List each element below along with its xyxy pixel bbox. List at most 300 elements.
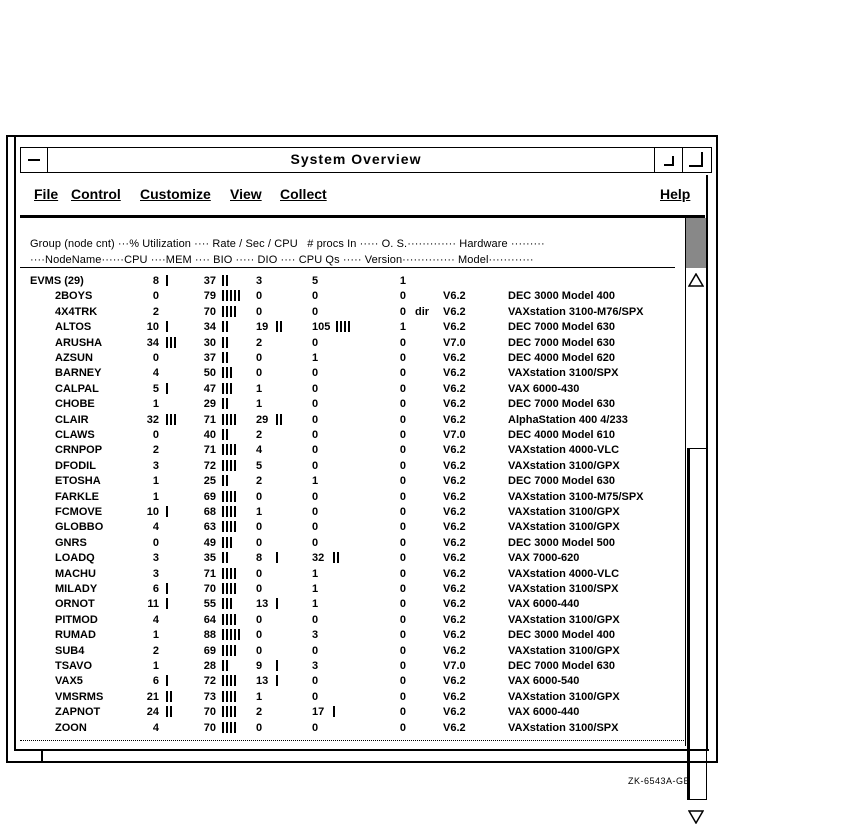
cpu-queue-value: 1 bbox=[399, 275, 406, 287]
mem-value: 88 bbox=[203, 629, 216, 642]
bio-value: 0 bbox=[256, 644, 263, 657]
window-frame bbox=[6, 761, 718, 763]
cpu-queue-value: 0 bbox=[399, 613, 406, 626]
hardware-model: DEC 3000 Model 400 bbox=[508, 290, 615, 303]
node-name: AZSUN bbox=[55, 352, 93, 364]
node-name: PITMOD bbox=[55, 613, 98, 626]
node-name: BARNEY bbox=[55, 367, 102, 380]
node-name: CALPAL bbox=[55, 382, 99, 395]
hardware-model: DEC 3000 Model 400 bbox=[508, 629, 615, 642]
hardware-model: DEC 7000 Model 630 bbox=[508, 336, 615, 349]
cpu-value: 8 bbox=[152, 275, 159, 287]
cpu-value: 0 bbox=[152, 352, 159, 364]
column-headers bbox=[20, 218, 684, 268]
bio-value: 0 bbox=[256, 536, 263, 549]
os-version: V6.2 bbox=[443, 567, 466, 580]
mem-bar bbox=[222, 290, 240, 301]
cpu-value: 11 bbox=[147, 598, 159, 611]
cpu-value: 6 bbox=[152, 583, 159, 595]
cpu-queue-value: 0 bbox=[399, 290, 406, 303]
table-row[interactable] bbox=[20, 506, 684, 521]
table-row[interactable] bbox=[20, 306, 684, 321]
mem-value: 71 bbox=[203, 567, 216, 580]
cpu-value: 2 bbox=[152, 444, 159, 457]
cpu-queue-value: 0 bbox=[399, 429, 406, 441]
mem-bar bbox=[222, 614, 236, 625]
dio-value: 0 bbox=[312, 521, 319, 534]
table-row[interactable] bbox=[20, 475, 684, 490]
cpu-queue-value: 0 bbox=[399, 660, 406, 672]
hardware-model: VAX 6000-440 bbox=[508, 706, 580, 719]
window-menu-icon bbox=[28, 159, 40, 161]
os-version: V6.2 bbox=[443, 459, 466, 472]
bio-value: 0 bbox=[256, 352, 263, 364]
table-row[interactable] bbox=[20, 706, 684, 721]
dio-value: 0 bbox=[312, 613, 319, 626]
hardware-model: VAXstation 3100/GPX bbox=[508, 506, 620, 518]
cpu-queue-value: 0 bbox=[399, 459, 406, 472]
dio-value: 0 bbox=[312, 536, 319, 549]
cpu-bar bbox=[166, 383, 168, 394]
table-row[interactable] bbox=[20, 583, 684, 598]
table-row[interactable] bbox=[20, 337, 684, 352]
cpu-queue-value: 0 bbox=[399, 475, 406, 488]
mem-bar bbox=[222, 675, 236, 686]
node-name: RUMAD bbox=[55, 629, 96, 642]
mem-value: 71 bbox=[203, 413, 216, 426]
bio-value: 0 bbox=[256, 613, 263, 626]
table-row[interactable] bbox=[20, 398, 684, 413]
window-frame bbox=[14, 175, 16, 750]
node-name: TSAVO bbox=[55, 660, 93, 672]
bio-value: 8 bbox=[256, 552, 263, 565]
os-version: V6.2 bbox=[443, 675, 466, 688]
bio-bar bbox=[276, 598, 278, 609]
node-name: GNRS bbox=[55, 536, 87, 549]
table-row[interactable] bbox=[20, 290, 684, 305]
cpu-queue-value: 0 bbox=[399, 706, 406, 719]
hardware-model: VAXstation 3100-M76/SPX bbox=[508, 305, 644, 318]
bio-value: 0 bbox=[256, 367, 263, 380]
bio-value: 0 bbox=[256, 290, 263, 303]
header-line-2: ····NodeName······CPU ····MEM ···· BIO ····· DIO ···· CPU Qs ····· Version·············· Model············ bbox=[30, 254, 534, 266]
bio-value: 0 bbox=[256, 521, 263, 534]
hardware-model: DEC 7000 Model 630 bbox=[508, 475, 615, 488]
mem-value: 29 bbox=[203, 398, 216, 411]
bio-value: 9 bbox=[256, 660, 263, 672]
cpu-queue-value: 0 bbox=[399, 644, 406, 657]
bio-value: 0 bbox=[256, 583, 263, 595]
dio-value: 1 bbox=[312, 352, 319, 364]
maximize-button[interactable] bbox=[682, 148, 711, 172]
list-bottom-divider bbox=[20, 740, 684, 741]
hardware-model: VAXstation 3100/GPX bbox=[508, 459, 620, 472]
os-version: V6.2 bbox=[443, 598, 466, 611]
menu-customize[interactable]: Customize bbox=[140, 186, 211, 202]
cpu-bar bbox=[166, 321, 168, 332]
cpu-value: 4 bbox=[152, 721, 159, 734]
hardware-model: VAXstation 3100/GPX bbox=[508, 521, 620, 534]
window-menu-button[interactable] bbox=[21, 148, 48, 172]
cpu-value: 1 bbox=[152, 475, 159, 488]
hardware-model: VAXstation 3100/SPX bbox=[508, 583, 619, 595]
mem-value: 50 bbox=[203, 367, 216, 380]
node-name: VAX5 bbox=[55, 675, 83, 688]
table-row[interactable] bbox=[20, 491, 684, 506]
mem-bar bbox=[222, 398, 228, 409]
cpu-bar bbox=[166, 583, 168, 594]
mem-bar bbox=[222, 583, 236, 594]
dio-value: 1 bbox=[312, 475, 319, 488]
table-row[interactable] bbox=[20, 352, 684, 367]
bio-value: 0 bbox=[256, 721, 263, 734]
cpu-queue-value: 1 bbox=[399, 321, 406, 334]
table-row[interactable] bbox=[20, 645, 684, 660]
window-title: System Overview bbox=[290, 151, 422, 167]
window-frame bbox=[6, 135, 8, 763]
node-name: GLOBBO bbox=[55, 521, 104, 534]
mem-value: 55 bbox=[203, 598, 216, 611]
table-row[interactable] bbox=[20, 614, 684, 629]
table-row[interactable] bbox=[20, 460, 684, 475]
bio-value: 1 bbox=[256, 690, 263, 703]
table-row[interactable] bbox=[20, 444, 684, 459]
mem-bar bbox=[222, 645, 236, 656]
table-row[interactable] bbox=[20, 722, 684, 737]
cpu-value: 5 bbox=[152, 382, 159, 395]
figure-caption: ZK-6543A-GE bbox=[628, 776, 691, 786]
os-version: V6.2 bbox=[443, 706, 466, 719]
mem-bar bbox=[222, 706, 236, 717]
node-name: ZOON bbox=[55, 721, 87, 734]
mem-value: 37 bbox=[203, 275, 216, 287]
hardware-model: VAX 7000-620 bbox=[508, 552, 580, 565]
cpu-value: 0 bbox=[152, 429, 159, 441]
table-row[interactable] bbox=[20, 598, 684, 613]
menu-bar bbox=[20, 173, 705, 218]
mem-value: 68 bbox=[203, 506, 216, 518]
cpu-bar bbox=[166, 706, 172, 717]
mem-value: 35 bbox=[203, 552, 216, 565]
cpu-queue-value: 0 bbox=[399, 413, 406, 426]
node-name: MILADY bbox=[55, 583, 98, 595]
cpu-queue-value: 0 bbox=[399, 721, 406, 734]
mem-value: 71 bbox=[203, 444, 216, 457]
os-version: V7.0 bbox=[443, 660, 466, 672]
node-list[interactable] bbox=[20, 275, 684, 740]
node-name: MACHU bbox=[55, 567, 96, 580]
bio-bar bbox=[276, 675, 278, 686]
mem-bar bbox=[222, 722, 236, 733]
mem-bar bbox=[222, 275, 228, 286]
dio-value: 0 bbox=[312, 490, 319, 503]
node-name: ETOSHA bbox=[55, 475, 101, 488]
table-row[interactable] bbox=[20, 537, 684, 552]
cpu-queue-value: 0 bbox=[399, 583, 406, 595]
os-version: V6.2 bbox=[443, 367, 466, 380]
mem-bar bbox=[222, 537, 232, 548]
table-row[interactable] bbox=[20, 675, 684, 690]
node-name: ARUSHA bbox=[55, 336, 103, 349]
cpu-value: 4 bbox=[152, 521, 159, 534]
mem-value: 40 bbox=[203, 429, 216, 441]
cpu-bar bbox=[166, 414, 176, 425]
table-row[interactable] bbox=[20, 414, 684, 429]
bio-value: 5 bbox=[256, 459, 263, 472]
cpu-value: 10 bbox=[146, 506, 159, 518]
dio-value: 0 bbox=[312, 444, 319, 457]
mem-bar bbox=[222, 552, 228, 563]
minimize-button[interactable] bbox=[654, 148, 683, 172]
bio-value: 1 bbox=[256, 382, 263, 395]
mem-bar bbox=[222, 337, 228, 348]
os-version: V7.0 bbox=[443, 429, 466, 441]
os-version: V6.2 bbox=[443, 444, 466, 457]
dio-value: 3 bbox=[312, 629, 319, 642]
cpu-value: 3 bbox=[152, 552, 159, 565]
dio-value: 1 bbox=[312, 583, 319, 595]
bio-value: 1 bbox=[256, 398, 263, 411]
table-row[interactable] bbox=[20, 367, 684, 382]
cpu-value: 2 bbox=[152, 305, 159, 318]
dio-value: 0 bbox=[312, 398, 319, 411]
mem-bar bbox=[222, 367, 232, 378]
dio-value: 0 bbox=[312, 367, 319, 380]
table-row[interactable] bbox=[20, 568, 684, 583]
bio-value: 2 bbox=[256, 336, 263, 349]
dio-value: 0 bbox=[312, 336, 319, 349]
hardware-model: DEC 7000 Model 630 bbox=[508, 398, 615, 411]
table-row[interactable] bbox=[20, 521, 684, 536]
mem-value: 28 bbox=[203, 660, 216, 672]
dio-value: 0 bbox=[312, 675, 319, 688]
node-name: CLAIR bbox=[55, 413, 89, 426]
mem-value: 73 bbox=[203, 690, 216, 703]
cpu-value: 1 bbox=[152, 398, 159, 411]
cpu-queue-value: 0 bbox=[399, 336, 406, 349]
mem-value: 70 bbox=[203, 583, 216, 595]
node-name: DFODIL bbox=[55, 459, 96, 472]
node-name: EVMS (29) bbox=[30, 275, 84, 287]
cpu-value: 2 bbox=[152, 644, 159, 657]
group-row[interactable] bbox=[20, 275, 684, 290]
cpu-value: 0 bbox=[152, 536, 159, 549]
os-version: V6.2 bbox=[443, 398, 466, 411]
cpu-queue-value: 0 bbox=[399, 382, 406, 395]
cpu-queue-value: 0 bbox=[399, 398, 406, 411]
cpu-value: 6 bbox=[152, 675, 159, 688]
cpu-queue-value: 0 bbox=[399, 506, 406, 518]
table-row[interactable] bbox=[20, 552, 684, 567]
cpu-bar bbox=[166, 691, 172, 702]
mem-bar bbox=[222, 475, 228, 486]
cpu-value: 34 bbox=[146, 336, 159, 349]
dio-value: 0 bbox=[312, 506, 319, 518]
menu-file[interactable]: File bbox=[34, 186, 59, 202]
dio-value: 3 bbox=[312, 660, 319, 672]
cpu-value: 1 bbox=[152, 660, 159, 672]
cpu-queue-value: 0 bbox=[399, 521, 406, 534]
cpu-queue-value: 0 bbox=[399, 690, 406, 703]
bio-value: 1 bbox=[256, 506, 263, 518]
mem-value: 79 bbox=[203, 290, 216, 303]
table-row[interactable] bbox=[20, 383, 684, 398]
mem-bar bbox=[222, 691, 236, 702]
dio-value: 0 bbox=[312, 290, 319, 303]
mem-bar bbox=[222, 660, 228, 671]
window-frame bbox=[14, 135, 16, 175]
bio-bar bbox=[276, 321, 282, 332]
scroll-down-arrow-icon[interactable] bbox=[688, 810, 704, 824]
mem-value: 30 bbox=[203, 336, 216, 349]
scroll-up-arrow-icon[interactable] bbox=[688, 273, 704, 287]
mem-value: 70 bbox=[203, 706, 216, 719]
node-name: SUB4 bbox=[55, 644, 85, 657]
node-name: CHOBE bbox=[55, 398, 95, 411]
dio-bar bbox=[333, 552, 339, 563]
hardware-model: DEC 7000 Model 630 bbox=[508, 660, 615, 672]
cpu-value: 0 bbox=[152, 290, 159, 303]
cpu-value: 1 bbox=[152, 629, 159, 642]
mem-bar bbox=[222, 506, 236, 517]
cpu-queue-value: 0 bbox=[399, 598, 406, 611]
menu-collect[interactable]: Collect bbox=[280, 186, 327, 202]
cpu-value: 24 bbox=[146, 706, 159, 719]
bio-value: 2 bbox=[256, 706, 263, 719]
node-name: FARKLE bbox=[55, 490, 99, 503]
dio-bar bbox=[333, 706, 335, 717]
scroll-thumb[interactable] bbox=[687, 448, 707, 800]
node-name: ZAPNOT bbox=[55, 706, 101, 719]
window-frame bbox=[14, 749, 709, 751]
mem-bar bbox=[222, 306, 236, 317]
cpu-value: 4 bbox=[152, 613, 159, 626]
window-frame bbox=[41, 751, 43, 763]
table-row[interactable] bbox=[20, 429, 684, 444]
cpu-bar bbox=[166, 337, 176, 348]
os-version: V6.2 bbox=[443, 536, 466, 549]
menu-control[interactable]: Control bbox=[71, 186, 121, 202]
mem-value: 64 bbox=[203, 613, 216, 626]
dio-value: 1 bbox=[312, 567, 319, 580]
cpu-value: 3 bbox=[152, 459, 159, 472]
hardware-model: VAXstation 4000-VLC bbox=[508, 444, 620, 457]
cpu-queue-value: 0 bbox=[399, 352, 406, 364]
os-version: V6.2 bbox=[443, 290, 466, 303]
cpu-value: 4 bbox=[152, 367, 159, 380]
mem-value: 69 bbox=[203, 490, 216, 503]
mem-bar bbox=[222, 352, 228, 363]
node-name: 4X4TRK bbox=[55, 305, 98, 318]
hardware-model: AlphaStation 400 4/233 bbox=[508, 413, 628, 426]
hardware-model: VAXstation 3100-M75/SPX bbox=[508, 490, 644, 503]
dio-value: 105 bbox=[312, 321, 331, 334]
mem-bar bbox=[222, 321, 228, 332]
mem-bar bbox=[222, 414, 236, 425]
maximize-icon bbox=[689, 152, 703, 167]
mem-bar bbox=[222, 568, 236, 579]
node-name: ALTOS bbox=[55, 321, 92, 334]
cpu-queue-value: 0 bbox=[399, 305, 406, 318]
os-version: V6.2 bbox=[443, 382, 466, 395]
os-version: V6.2 bbox=[443, 552, 466, 565]
dio-value: 17 bbox=[312, 706, 325, 719]
os-version: V6.2 bbox=[443, 413, 466, 426]
mem-bar bbox=[222, 521, 236, 532]
table-row[interactable] bbox=[20, 321, 684, 336]
dio-value: 0 bbox=[312, 644, 319, 657]
bio-bar bbox=[276, 414, 282, 425]
mem-value: 34 bbox=[203, 321, 216, 334]
os-version: V6.2 bbox=[443, 629, 466, 642]
scroll-header-block bbox=[686, 218, 706, 268]
bio-value: 3 bbox=[256, 275, 263, 287]
os-version: V6.2 bbox=[443, 506, 466, 518]
hardware-model: DEC 3000 Model 500 bbox=[508, 536, 615, 549]
title-bar[interactable] bbox=[20, 147, 712, 173]
cpu-queue-value: 0 bbox=[399, 536, 406, 549]
table-row[interactable] bbox=[20, 629, 684, 644]
cpu-value: 10 bbox=[146, 321, 159, 334]
dio-value: 0 bbox=[312, 305, 319, 318]
vertical-scrollbar[interactable] bbox=[685, 218, 706, 746]
os-version: V6.2 bbox=[443, 321, 466, 334]
mem-value: 72 bbox=[203, 459, 216, 472]
bio-bar bbox=[276, 552, 278, 563]
dio-bar bbox=[336, 321, 350, 332]
os-version: V6.2 bbox=[443, 490, 466, 503]
dio-value: 0 bbox=[312, 459, 319, 472]
cpu-queue-value: 0 bbox=[399, 675, 406, 688]
os-version: V6.2 bbox=[443, 690, 466, 703]
mem-bar bbox=[222, 598, 232, 609]
bio-value: 0 bbox=[256, 305, 263, 318]
cpu-queue-value: 0 bbox=[399, 490, 406, 503]
hardware-model: VAXstation 3100/GPX bbox=[508, 644, 620, 657]
menu-view[interactable]: View bbox=[230, 186, 262, 202]
hardware-model: DEC 4000 Model 610 bbox=[508, 429, 615, 441]
os-version: V6.2 bbox=[443, 721, 466, 734]
bio-value: 29 bbox=[256, 413, 269, 426]
minimize-icon bbox=[664, 156, 674, 166]
hardware-model: DEC 4000 Model 620 bbox=[508, 352, 615, 364]
window-frame bbox=[716, 135, 718, 763]
header-divider bbox=[20, 267, 675, 268]
system-overview-window bbox=[6, 135, 718, 763]
bio-value: 2 bbox=[256, 429, 263, 441]
dio-value: 0 bbox=[312, 382, 319, 395]
cpu-value: 1 bbox=[152, 490, 159, 503]
cpu-bar bbox=[166, 675, 168, 686]
bio-value: 0 bbox=[256, 567, 263, 580]
menu-help[interactable]: Help bbox=[660, 186, 691, 202]
dir-flag: dir bbox=[415, 305, 430, 318]
mem-value: 69 bbox=[203, 644, 216, 657]
mem-bar bbox=[222, 383, 232, 394]
mem-bar bbox=[222, 460, 236, 471]
node-name: FCMOVE bbox=[55, 506, 103, 518]
cpu-queue-value: 0 bbox=[399, 444, 406, 457]
os-version: V7.0 bbox=[443, 336, 466, 349]
hardware-model: DEC 7000 Model 630 bbox=[508, 321, 615, 334]
os-version: V6.2 bbox=[443, 521, 466, 534]
os-version: V6.2 bbox=[443, 305, 466, 318]
table-row[interactable] bbox=[20, 691, 684, 706]
dio-value: 0 bbox=[312, 429, 319, 441]
os-version: V6.2 bbox=[443, 644, 466, 657]
bio-value: 0 bbox=[256, 490, 263, 503]
table-row[interactable] bbox=[20, 660, 684, 675]
